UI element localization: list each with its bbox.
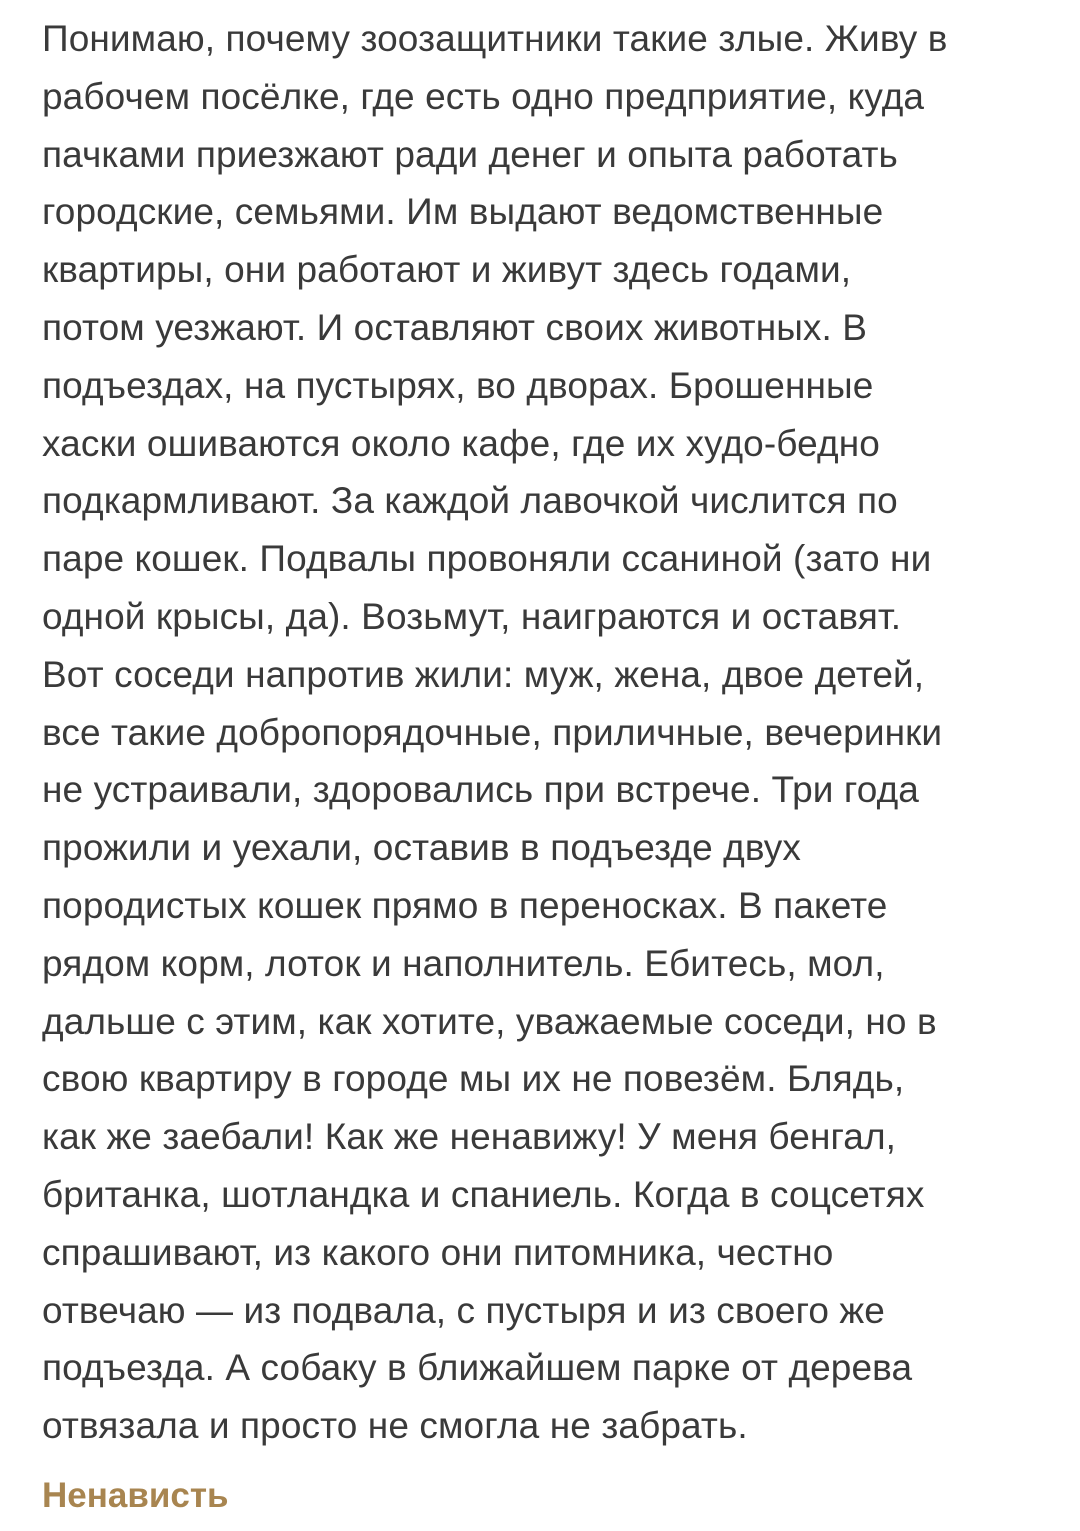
story-line: отвязала и просто не смогла не забрать.: [42, 1405, 748, 1447]
story-line: рабочем посёлке, где есть одно предприятие, куда: [42, 75, 925, 117]
story-line: отвечаю — из подвала, с пустыря и из своего же: [42, 1289, 885, 1331]
story-line: Вот соседи напротив жили: муж, жена, двое детей,: [42, 653, 925, 695]
story-line: все такие добропорядочные, приличные, вечеринки: [42, 711, 943, 753]
story-line: подъездах, на пустырях, во дворах. Брошенные: [42, 364, 874, 406]
story-line: городские, семьями. Им выдают ведомственные: [42, 191, 884, 233]
story-line: дальше с этим, как хотите, уважаемые соседи, но в: [42, 1000, 937, 1042]
story-line: паре кошек. Подвалы провоняли ссаниной (зато ни: [42, 538, 932, 580]
story-line: спрашивают, из какого они питомника, честно: [42, 1231, 834, 1273]
story-line: пачками приезжают ради денег и опыта работать: [42, 133, 898, 175]
story-line: породистых кошек прямо в переносках. В пакете: [42, 884, 888, 926]
story-text: [42, 10, 1042, 1455]
story-line: рядом корм, лоток и наполнитель. Ебитесь, мол,: [42, 942, 885, 984]
story-line: подкармливают. За каждой лавочкой числится по: [42, 480, 898, 522]
story-line: одной крысы, да). Возьмут, наиграются и оставят.: [42, 595, 902, 637]
story-line: потом уезжают. И оставляют своих животных. В: [42, 306, 868, 348]
story-line: свою квартиру в городе мы их не повезём. Блядь,: [42, 1058, 905, 1100]
story-line: квартиры, они работают и живут здесь годами,: [42, 249, 852, 291]
story-line: британка, шотландка и спаниель. Когда в соцсетях: [42, 1173, 925, 1215]
story-line: хаски ошиваются около кафе, где их худо-бедно: [42, 422, 880, 464]
story-line: как же заебали! Как же ненавижу! У меня бенгал,: [42, 1116, 897, 1158]
story-line: Понимаю, почему зоозащитники такие злые. Живу в: [42, 18, 948, 59]
story-line: не устраивали, здоровались при встрече. Три года: [42, 769, 919, 811]
story-line: подъезда. А собаку в ближайшем парке от дерева: [42, 1347, 913, 1389]
tag-link[interactable]: Ненависть: [42, 1476, 229, 1515]
story-line: прожили и уехали, оставив в подъезде двух: [42, 827, 801, 869]
